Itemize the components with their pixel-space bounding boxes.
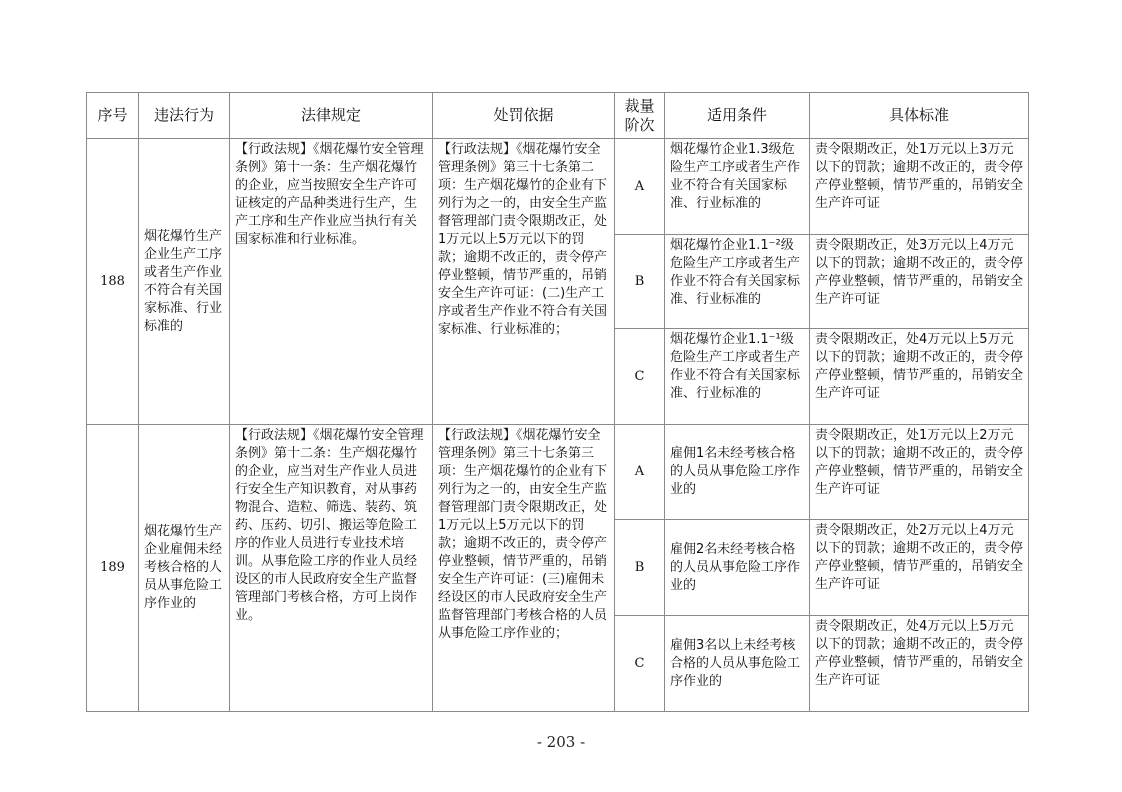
level-cell: C: [615, 329, 665, 425]
violation-cell: 烟花爆竹生产企业生产工序或者生产作业不符合有关国家标准、行业标准的: [139, 139, 230, 425]
header-no: 序号: [87, 93, 139, 139]
table-row: [87, 425, 1029, 520]
condition-cell: 雇佣2名未经考核合格的人员从事危险工序作业的: [665, 520, 810, 616]
page-number: - 203 -: [536, 733, 586, 751]
row-number: 188: [87, 139, 139, 425]
level-cell: B: [615, 235, 665, 329]
law-cell: 【行政法规】《烟花爆竹安全管理条例》第十二条：生产烟花爆竹的企业，应当对生产作业人员进行安全生产知识教育，对从事药物混合、造粒、筛选、装药、筑药、压药、切引、搬运等危险工序的作业人员进行专业技术培训。从事危险工序的作业人员经设区的市人民政府安全生产监督管理部门考核合格，方可上岗作业。: [230, 425, 433, 712]
header-condition: 适用条件: [665, 93, 810, 139]
standard-cell: 责令限期改正，处3万元以上4万元以下的罚款；逾期不改正的，责令停产停业整顿，情节严重的，吊销安全生产许可证: [810, 235, 1029, 329]
standard-cell: 责令限期改正，处1万元以上2万元以下的罚款；逾期不改正的，责令停产停业整顿，情节严重的，吊销安全生产许可证: [810, 425, 1029, 520]
standard-cell: 责令限期改正，处4万元以上5万元以下的罚款；逾期不改正的，责令停产停业整顿，情节严重的，吊销安全生产许可证: [810, 616, 1029, 712]
condition-cell: 雇佣1名未经考核合格的人员从事危险工序作业的: [665, 425, 810, 520]
header-level: 裁量阶次: [615, 93, 665, 139]
header-basis: 处罚依据: [433, 93, 615, 139]
table-header-row: [87, 93, 1029, 139]
header-law: 法律规定: [230, 93, 433, 139]
header-standard: 具体标准: [810, 93, 1029, 139]
basis-cell: 【行政法规】《烟花爆竹安全管理条例》第三十七条第二项：生产烟花爆竹的企业有下列行为之一的，由安全生产监督管理部门责令限期改正，处1万元以上5万元以下的罚款；逾期不改正的，责令停产停业整顿，情节严重的，吊销安全生产许可证：(二)生产工序或者生产作业不符合有关国家标准、行业标准的；: [433, 139, 615, 425]
condition-cell: 雇佣3名以上未经考核合格的人员从事危险工序作业的: [665, 616, 810, 712]
row-number: 189: [87, 425, 139, 712]
header-violation: 违法行为: [139, 93, 230, 139]
penalty-standards-table: [86, 92, 1029, 712]
condition-cell: 烟花爆竹企业1.3级危险生产工序或者生产作业不符合有关国家标准、行业标准的: [665, 139, 810, 235]
law-cell: 【行政法规】《烟花爆竹安全管理条例》第十一条：生产烟花爆竹的企业，应当按照安全生产许可证核定的产品种类进行生产，生产工序和生产作业应当执行有关国家标准和行业标准。: [230, 139, 433, 425]
level-cell: A: [615, 425, 665, 520]
level-cell: B: [615, 520, 665, 616]
standard-cell: 责令限期改正，处4万元以上5万元以下的罚款；逾期不改正的，责令停产停业整顿，情节严重的，吊销安全生产许可证: [810, 329, 1029, 425]
level-cell: A: [615, 139, 665, 235]
standard-cell: 责令限期改正，处1万元以上3万元以下的罚款；逾期不改正的，责令停产停业整顿，情节严重的，吊销安全生产许可证: [810, 139, 1029, 235]
standard-cell: 责令限期改正，处2万元以上4万元以下的罚款；逾期不改正的，责令停产停业整顿，情节严重的，吊销安全生产许可证: [810, 520, 1029, 616]
condition-cell: 烟花爆竹企业1.1⁻²级危险生产工序或者生产作业不符合有关国家标准、行业标准的: [665, 235, 810, 329]
table-row: [87, 139, 1029, 235]
basis-cell: 【行政法规】《烟花爆竹安全管理条例》第三十七条第三项：生产烟花爆竹的企业有下列行为之一的，由安全生产监督管理部门责令限期改正，处1万元以上5万元以下的罚款；逾期不改正的，责令停产停业整顿，情节严重的，吊销安全生产许可证：(三)雇佣未经设区的市人民政府安全生产监督管理部门考核合格的人员从事危险工序作业的；: [433, 425, 615, 712]
violation-cell: 烟花爆竹生产企业雇佣未经考核合格的人员从事危险工序作业的: [139, 425, 230, 712]
level-cell: C: [615, 616, 665, 712]
condition-cell: 烟花爆竹企业1.1⁻¹级危险生产工序或者生产作业不符合有关国家标准、行业标准的: [665, 329, 810, 425]
